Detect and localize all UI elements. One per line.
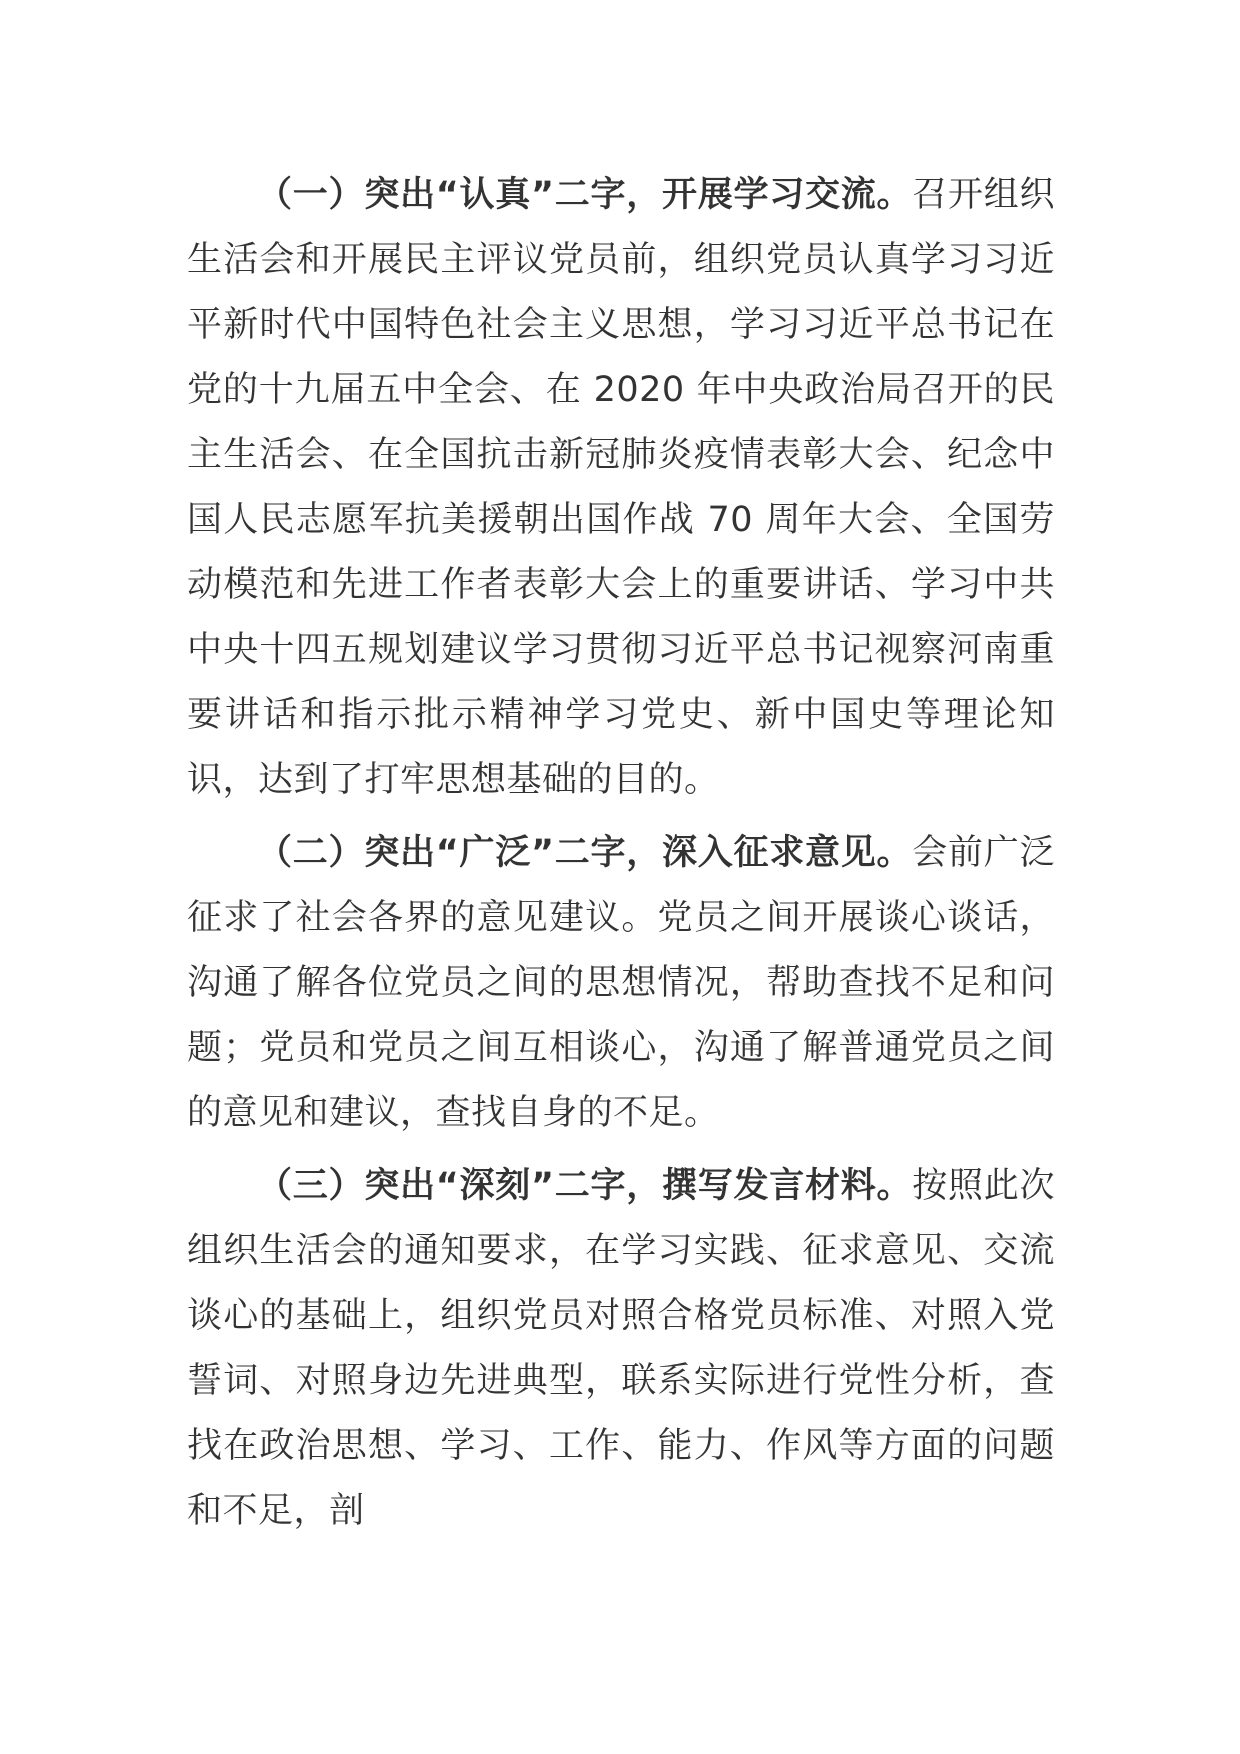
paragraph-2: [187, 821, 1055, 1146]
paragraph-1-heading: （一）突出“认真”二字，开展学习交流。: [257, 175, 913, 215]
paragraph-1-text: 召开组织生活会和开展民主评议党员前，组织党员认真学习习近平新时代中国特色社会主义思想，学习习近平总书记在党的十九届五中全会、在 2020 年中央政治局召开的民主生活会、在全国抗击新冠肺炎疫情表彰大会、纪念中国人民志愿军抗美援朝出国作战 70 周年大会、全国劳动模范和先进工作者表彰大会上的重要讲话、学习中共中央十四五规划建议学习贯彻习近平总书记视察河南重要讲话和指示批示精神学习党史、新中国史等理论知识，达到了打牢思想基础的目的。: [187, 175, 1055, 800]
paragraph-3-text: 按照此次组织生活会的通知要求，在学习实践、征求意见、交流谈心的基础上，组织党员对照合格党员标准、对照入党誓词、对照身边先进典型，联系实际进行党性分析，查找在政治思想、学习、工作、能力、作风等方面的问题和不足，剖: [187, 1166, 1055, 1531]
paragraph-2-heading: （二）突出“广泛”二字，深入征求意见。: [257, 833, 913, 873]
paragraph-1: [187, 163, 1055, 813]
paragraph-2-text: 会前广泛征求了社会各界的意见建议。党员之间开展谈心谈话，沟通了解各位党员之间的思想情况，帮助查找不足和问题；党员和党员之间互相谈心，沟通了解普通党员之间的意见和建议，查找自身的不足。: [187, 833, 1055, 1133]
document-body: [187, 163, 1055, 1552]
paragraph-3-heading: （三）突出“深刻”二字，撰写发言材料。: [257, 1166, 913, 1206]
paragraph-3: [187, 1154, 1055, 1544]
